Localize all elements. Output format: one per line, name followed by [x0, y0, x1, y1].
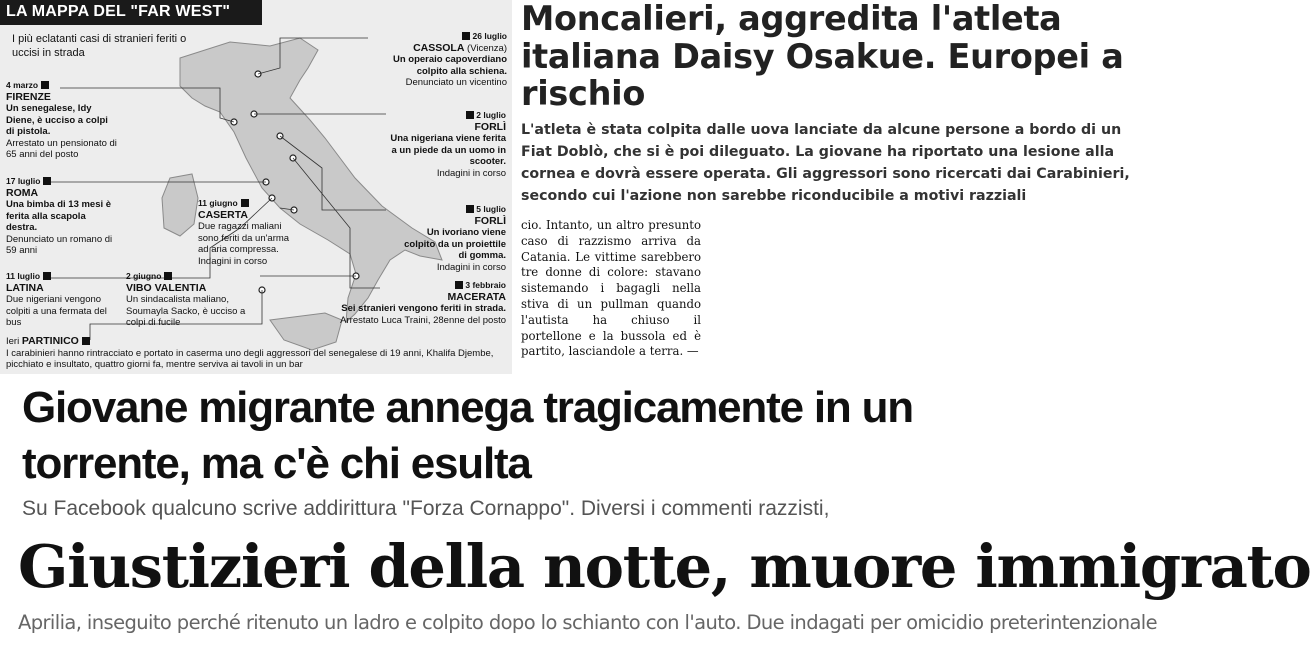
- square-marker-icon: [462, 32, 470, 40]
- map-clipping: [0, 0, 512, 374]
- case-cassola: 26 luglio CASSOLA (Vicenza) Un operaio capoverdiano colpito alla schiena. Denunciato un vicentino: [392, 31, 507, 88]
- case-macerata: 3 febbraio MACERATA Sei stranieri vengono feriti in strada. Arrestato Luca Traini, 28enne del posto: [340, 280, 506, 326]
- catania-clipping: [521, 218, 701, 360]
- case-firenze: 4 marzo FIRENZE Un senegalese, Idy Diene, è ucciso a colpi di pistola. Arrestato un pensionato di 65 anni del posto: [6, 80, 117, 160]
- square-marker-icon: [455, 281, 463, 289]
- migrante-headline: Giovane migrante annega tragicamente in un torrente, ma c'è chi esulta: [22, 383, 913, 488]
- square-marker-icon: [43, 272, 51, 280]
- giustizieri-lead: Aprilia, inseguito perché ritenuto un ladro e colpito dopo lo schianto con l'auto. Due indagati per omicidio preterintenzionale: [18, 611, 1158, 634]
- moncalieri-lead: L'atleta è stata colpita dalle uova lanciate da alcune persone a bordo di un Fiat Doblò, che si è poi dileguato. La giovane ha riportato una lesione alla cornea e dovrà essere operata. Gli aggressori sono ricercati dai Carabinieri, secondo cui l'azione non sarebbe riconducibile a motivi razziali: [521, 122, 1130, 204]
- square-marker-icon: [466, 111, 474, 119]
- square-marker-icon: [466, 205, 474, 213]
- case-caserta: 11 giugno CASERTA Due ragazzi maliani sono feriti da un'arma ad aria compressa. Indagini in corso: [198, 198, 290, 267]
- case-forli-2: 5 luglio FORLÌ Un ivoriano viene colpito da un proiettile di gomma. Indagini in corso: [404, 204, 506, 273]
- case-latina: 11 luglio LATINA Due nigeriani vengono colpiti a una fermata del bus: [6, 271, 107, 328]
- square-marker-icon: [43, 177, 51, 185]
- square-marker-icon: [41, 81, 49, 89]
- moncalieri-headline: Moncalieri, aggredita l'atleta italiana Daisy Osakue. Europei a rischio: [521, 0, 1124, 113]
- case-roma: 17 luglio ROMA Una bimba di 13 mesi è ferita alla scapola destra. Denunciato un romano di 59 anni: [6, 176, 113, 256]
- square-marker-icon: [241, 199, 249, 207]
- sardinia-shape: [162, 174, 198, 236]
- case-vibo-valentia: 2 giugno VIBO VALENTIA Un sindacalista maliano, Soumayla Sacko, è ucciso a colpi di fucile: [126, 271, 246, 328]
- map-subtitle: I più eclatanti casi di stranieri feriti o uccisi in strada: [12, 33, 187, 59]
- migrante-lead: Su Facebook qualcuno scrive addirittura "Forza Cornappo". Diversi i commenti razzisti,: [22, 497, 830, 520]
- square-marker-icon: [82, 337, 90, 345]
- catania-clipping-text: cio. Intanto, un altro presunto caso di razzismo arriva da Catania. Le vittime sarebbero tre donne di colore: stavano sistemando i bagagli nella stiva di un pullman quando l'autista ha chiuso il portellone e la bussola ed è partito, lasciandole a terra. —: [521, 218, 701, 359]
- giustizieri-headline: Giustizieri della notte, muore immigrato: [18, 532, 1311, 601]
- case-partinico: Ieri PARTINICO I carabinieri hanno rintracciato e portato in caserma uno degli aggressori del senegalese di 19 anni, Khalifa Djembe, picchiato e insultato, quattro giorni fa, mentre serviva ai tavoli in un bar: [6, 335, 494, 370]
- map-title: LA MAPPA DEL "FAR WEST": [6, 3, 231, 20]
- square-marker-icon: [164, 272, 172, 280]
- case-forli-1: 2 luglio FORLÌ Una nigeriana viene ferita a un piede da un uomo in scooter. Indagini in corso: [390, 110, 506, 179]
